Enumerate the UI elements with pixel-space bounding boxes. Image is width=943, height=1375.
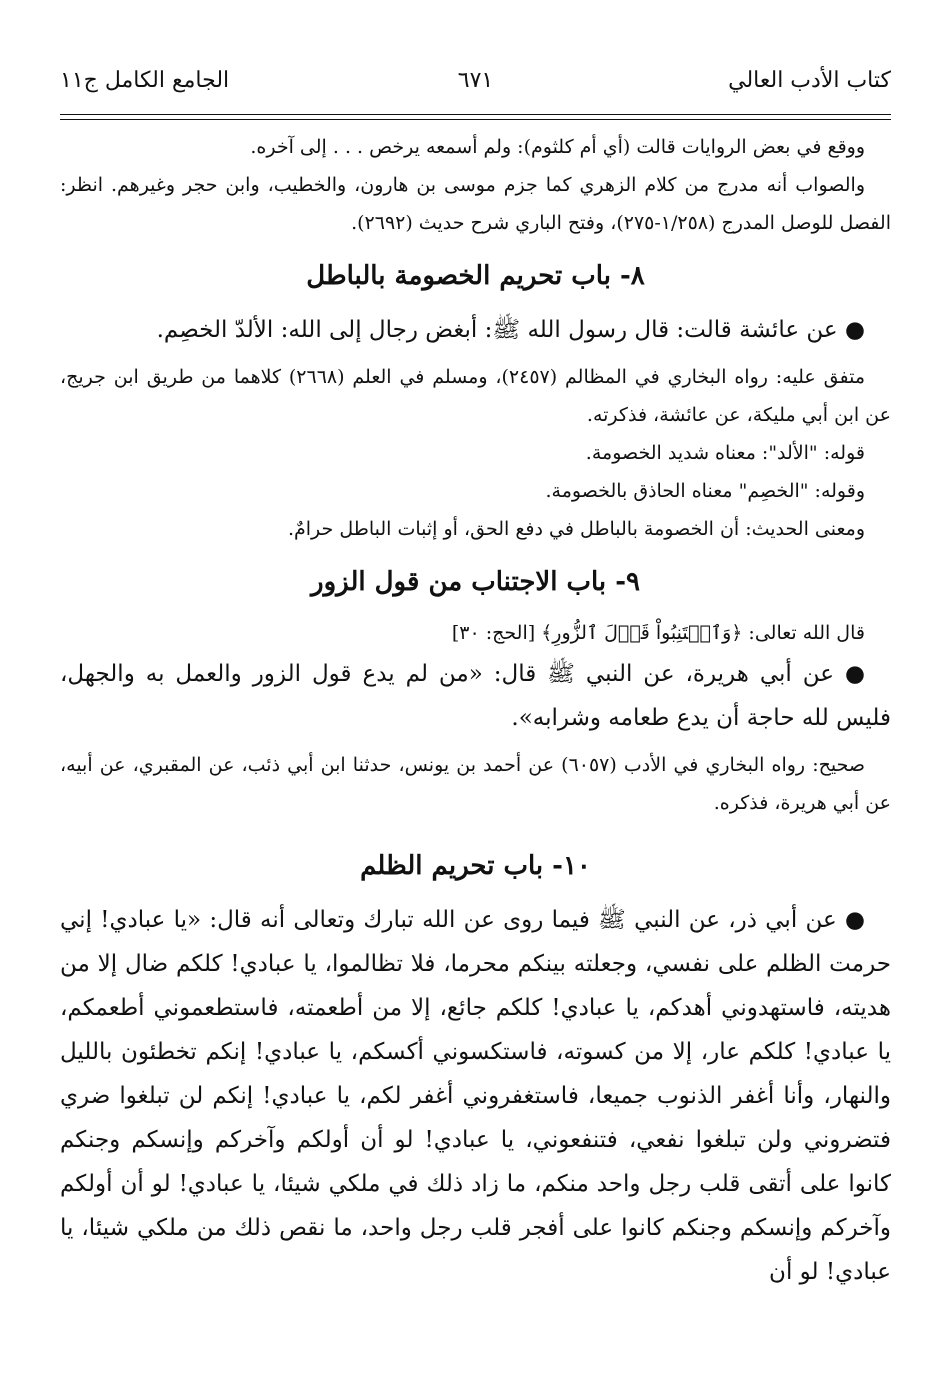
takhrij-paragraph: متفق عليه: رواه البخاري في المظالم (٢٤٥٧)، ومسلم في العلم (٢٦٦٨) كلاهما من طريق ابن جريج، عن ابن أبي مليكة، عن عائشة، فذكرته. [60, 366, 891, 426]
explanation-line: ومعنى الحديث: أن الخصومة بالباطل في دفع الحق، أو إثبات الباطل حرامٌ. [287, 518, 865, 540]
takhrij-paragraph: صحيح: رواه البخاري في الأدب (٦٠٥٧) عن أحمد بن يونس، حدثنا ابن أبي ذئب، عن المقبري، عن أبيه، عن أبي هريرة، فذكره. [60, 754, 891, 814]
note-paragraph: والصواب أنه مدرج من كلام الزهري كما جزم موسى بن هارون، والخطيب، وابن حجر وغيرهم. انظر: الفصل للوصل المدرج (١/٢٥٨-٢٧٥)، وفتح الباري شرح حديث (٢٦٩٢). [60, 174, 891, 234]
note-paragraph: ووقع في بعض الروايات قالت (أي أم كلثوم): ولم أسمعه يرخص . . . إلى آخره. [250, 136, 865, 158]
hadith-paragraph: ● عن عائشة قالت: قال رسول الله ﷺ: أبغض رجال إلى الله: الألدّ الخصِم. [156, 317, 865, 343]
explanation-line: قوله: "الألد": معناه شديد الخصومة. [585, 442, 865, 464]
section-heading: ٩- باب الاجتناب من قول الزور [311, 567, 640, 597]
hadith-paragraph: ● عن أبي هريرة، عن النبي ﷺ قال: «من لم يدع قول الزور والعمل به والجهل، فليس لله حاجة أن يدع طعامه وشرابه». [60, 661, 891, 731]
running-header [60, 68, 891, 108]
header-rule-thin [60, 119, 891, 120]
hadith-paragraph: ● عن أبي ذر، عن النبي ﷺ فيما روى عن الله تبارك وتعالى أنه قال: «يا عبادي! إني حرمت الظلم على نفسي، وجعلته بينكم محرما، فلا تظالموا، يا عبادي! كلكم ضال إلا من هديته، فاستهدوني أهدكم، يا عبادي! كلكم جائع، إلا من أطعمته، فاستطعموني أطعمكم، يا عبادي! كلكم عار، إلا من كسوته، فاستكسوني أكسكم، يا عبادي! إنكم تخطئون بالليل والنهار، وأنا أغفر الذنوب جميعا، فاستغفروني أغفر لكم، يا عبادي! إنكم لن تبلغوا ضري فتضروني ولن تبلغوا نفعي، فتنفعوني، يا عبادي! لو أن أولكم وآخركم وإنسكم وجنكم كانوا على أتقى قلب رجل واحد منكم، ما زاد ذلك في ملكي شيئا، يا عبادي! لو أن أولكم وآخركم وإنسكم وجنكم كانوا على أفجر قلب رجل واحد، ما نقص ذلك من ملكي شيئا، يا عبادي! لو أن [60, 907, 891, 1285]
quran-verse-line: قال الله تعالى: ﴿وَٱجۡتَنِبُواْ قَوۡلَ ٱلزُّورِ﴾ [الحج: ٣٠] [451, 622, 865, 644]
section-heading: ١٠- باب تحريم الظلم [360, 851, 591, 881]
volume-title: الجامع الكامل ج١١ [60, 68, 230, 93]
page-number: ٦٧١ [457, 68, 494, 93]
book-title: كتاب الأدب العالي [728, 68, 891, 93]
section-heading: ٨- باب تحريم الخصومة بالباطل [306, 261, 645, 291]
page-body [60, 128, 891, 1294]
explanation-line: وقوله: "الخصِم" معناه الحاذق بالخصومة. [545, 480, 865, 502]
header-rule-thick [60, 114, 891, 115]
